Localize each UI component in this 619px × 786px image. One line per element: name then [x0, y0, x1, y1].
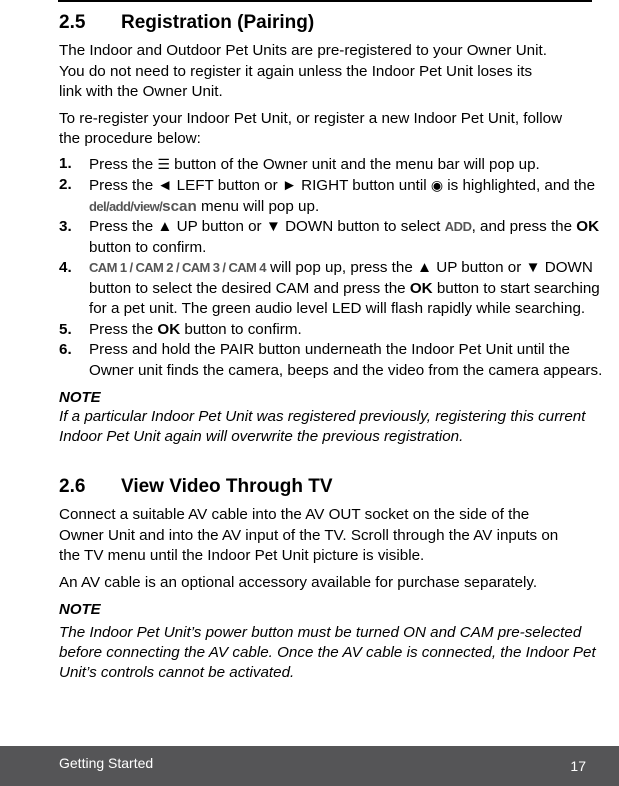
note-label: NOTE [59, 601, 101, 618]
cam-list: CAM 1 / CAM 2 / CAM 3 / CAM 4 [89, 260, 266, 275]
section-2-5-heading [59, 11, 611, 35]
footer-section-title: Getting Started [59, 755, 154, 771]
step-item: 1. Press the ☰ button of the Owner unit and the menu bar will pop up. [59, 154, 540, 173]
page-content [59, 11, 611, 683]
section-number: 2.6 [59, 476, 86, 497]
note-text: If a particular Indoor Pet Unit was registered previously, registering this current Indoor Pet Unit again will overwrite the previous registration. [59, 408, 586, 445]
top-rule [58, 0, 592, 2]
step-item: 3. Press the ▲ UP button or ▼ DOWN button to select ADD, and press the OK button to confirm. [59, 218, 600, 256]
paragraph: An AV cable is an optional accessory available for purchase separately. [59, 573, 538, 591]
add-label: ADD [444, 219, 472, 234]
target-icon: ◉ [430, 177, 444, 193]
step-item: 6. Press and hold the PAIR button underneath the Indoor Pet Unit until the Owner unit finds the camera, beeps and the video from the camera appears. [59, 341, 603, 379]
menu-name: del/add/view/ [89, 198, 163, 214]
paragraph: Connect a suitable AV cable into the AV OUT socket on the side of the Owner Unit and into the AV input of the TV. Scroll through the AV inputs on the TV menu until the Indoor Pet Unit picture is visible. [59, 506, 559, 564]
page-number: 17 [570, 758, 586, 774]
step-item: 4. CAM 1 / CAM 2 / CAM 3 / CAM 4 will pop up, press the ▲ UP button or ▼ DOWN button to select the desired CAM and press the OK button to start searching for a pet unit. The green audio level LED will flash rapidly while searching. [59, 259, 600, 317]
step-item: 5. Press the OK button to confirm. [59, 320, 302, 338]
section-number: 2.5 [59, 12, 86, 33]
section-2-6-heading [59, 475, 611, 499]
procedure-steps [59, 154, 611, 382]
paragraph: The Indoor and Outdoor Pet Units are pre-registered to your Owner Unit. You do not need to register it again unless the Indoor Pet Unit loses its link with the Owner Unit. [59, 42, 547, 100]
note-text: The Indoor Pet Unit’s power button must be turned ON and CAM pre-selected before connecting the AV cable. Once the AV cable is connected, the Indoor Pet Unit’s controls cannot be activated. [59, 624, 596, 681]
section-title: Registration (Pairing) [121, 12, 315, 33]
menu-icon: ☰ [157, 155, 170, 172]
section-title: View Video Through TV [121, 476, 333, 497]
step-item: 2. Press the ◄ LEFT button or ► RIGHT button until ◉ is highlighted, and the del/add/view/scan menu will pop up. [59, 175, 611, 217]
page-footer [0, 746, 619, 786]
paragraph: To re-register your Indoor Pet Unit, or register a new Indoor Pet Unit, follow the procedure below: [59, 109, 563, 147]
note-label: NOTE [59, 389, 101, 406]
